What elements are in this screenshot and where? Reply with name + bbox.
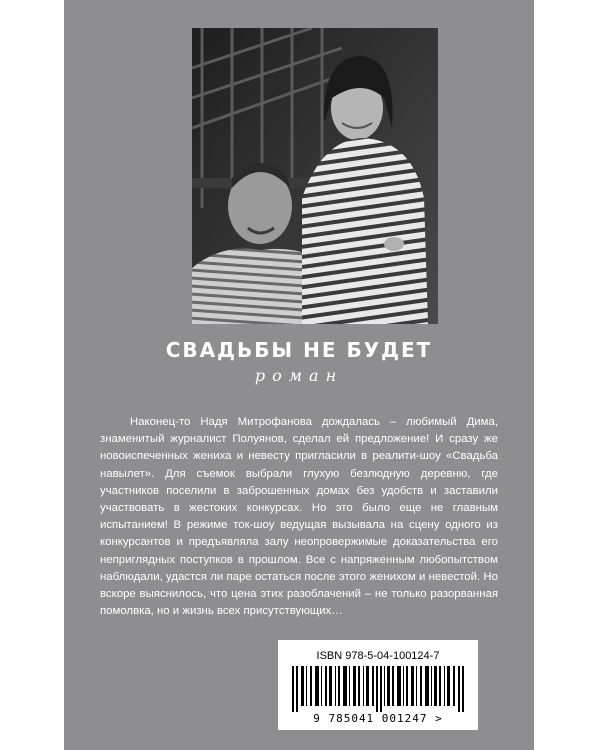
- barcode-bars: [292, 666, 464, 712]
- book-genre: роман: [254, 366, 344, 385]
- book-annotation: Наконец-то Надя Митрофанова дождалась – любимый Дима, знаменитый журналист Полуянов, сделал ей предложение! И сразу же новоиспеченных жениха и невесту пригласили в реалити-шоу «Свадьба навылет». Для съемок выбрали глухую безлюдную деревню, где участников поселили в заброшенных домах без удобств и заставили участвовать в жестоких конкурсах. Но это было еще не главным испытанием! В режиме ток-шоу ведущая вызывала на сцену одного из конкурсантов и предъявляла залу неопровержимые доказательства его неприглядных поступков в прошлом. Все с напряженным любопытством наблюдали, удастся ли паре остаться после этого женихом и невестой. Но вскоре выяснилось, что цена этих разоблачений – не только разорванная помолвка, но и жизнь всех присутствующих…: [100, 416, 498, 618]
- author-photo: [192, 28, 438, 324]
- back-cover: [64, 0, 534, 750]
- ean-digits: 9 785041 001247 >: [313, 712, 443, 725]
- barcode-box: [278, 640, 478, 730]
- book-title: СВАДЬБЫ НЕ БУДЕТ: [165, 338, 433, 362]
- author-photo-image: [192, 28, 438, 324]
- isbn-label: ISBN 978-5-04-100124-7: [316, 650, 440, 662]
